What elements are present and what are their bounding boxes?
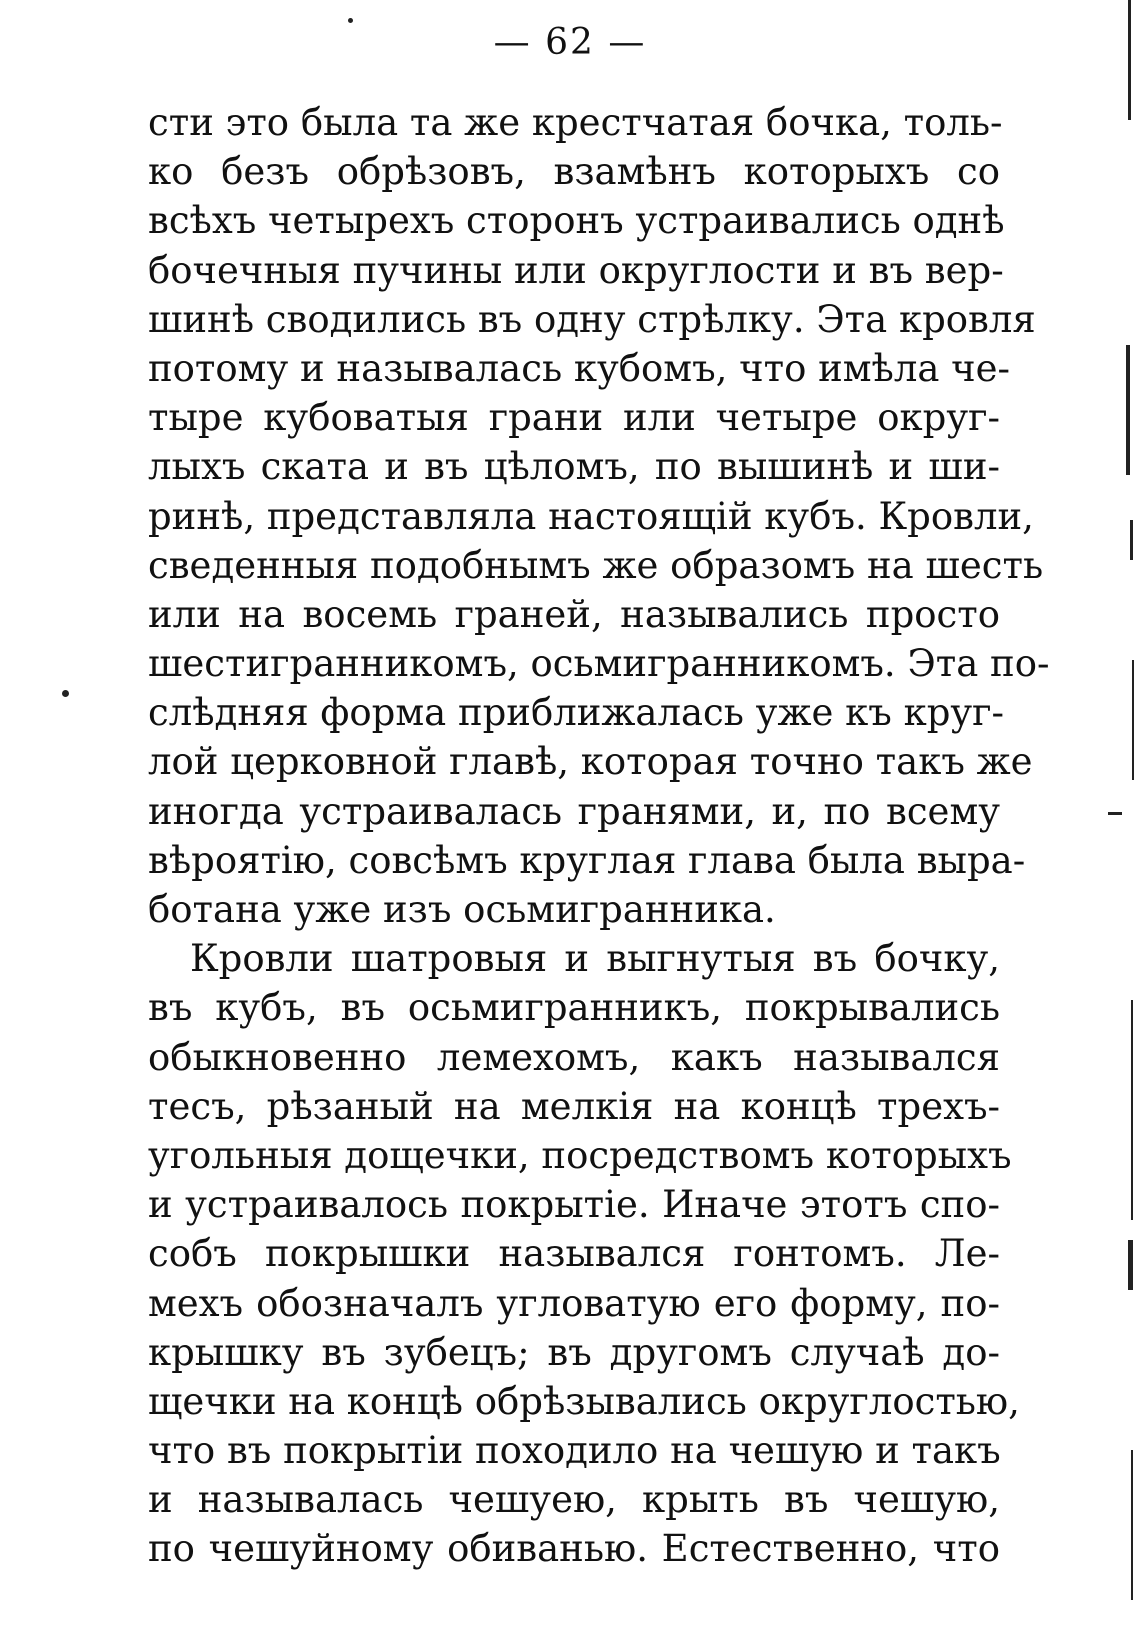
edge-mark — [1128, 1240, 1133, 1290]
edge-mark — [1132, 660, 1134, 780]
text-line: сти это была та же крестчатая бочка, толь- — [148, 101, 1003, 144]
text-line: щечки на концѣ обрѣзывались округлостью, — [148, 1379, 1020, 1423]
text-line: въ кубъ, въ осьмигранникъ, покрывались — [148, 986, 1000, 1030]
text-line: бочечныя пучины или округлости и въ вер- — [148, 248, 1004, 292]
text-line: и называлась чешуею, крыть въ чешую, — [148, 1478, 1000, 1522]
text-line: вѣроятію, совсѣмъ круглая глава была выра- — [148, 838, 1026, 882]
text-line: что въ покрытіи походило на чешую и такъ — [148, 1429, 1001, 1473]
text-line: ко безъ обрѣзовъ, взамѣнъ которыхъ со — [148, 150, 1000, 194]
text-line: слѣдняя форма приближалась уже къ круг- — [148, 691, 1005, 735]
text-line: всѣхъ четырехъ сторонъ устраивались однѣ — [148, 199, 1005, 243]
text-line: тесъ, рѣзаный на мелкія на концѣ трехъ- — [148, 1084, 1000, 1128]
text-line: угольныя дощечки, посредствомъ которыхъ — [148, 1133, 1012, 1177]
body-text — [148, 98, 1050, 1574]
text-line: шинѣ сводились въ одну стрѣлку. Эта кровля — [148, 297, 1036, 341]
text-line: сведенныя подобнымъ же образомъ на шесть — [148, 543, 1044, 587]
text-line: шестигранникомъ, осьмигранникомъ. Эта по- — [148, 642, 1050, 686]
scan-speck — [348, 18, 353, 23]
text-line: иногда устраивалась гранями, и, по всему — [148, 789, 1000, 833]
edge-mark — [1126, 345, 1130, 475]
text-line: и устраивалось покрытіе. Иначе этотъ спо- — [148, 1183, 1000, 1227]
paragraph-1 — [148, 98, 1050, 934]
page-number: — 62 — — [493, 22, 647, 63]
text-line: обыкновенно лемехомъ, какъ назывался — [148, 1035, 1000, 1079]
text-line: тыре кубоватыя грани или четыре округ- — [148, 396, 1000, 440]
edge-mark — [1130, 520, 1133, 560]
text-line: Кровли шатровыя и выгнутыя въ бочку, — [190, 937, 1000, 981]
text-line: лой церковной главѣ, которая точно такъ же — [148, 740, 1033, 784]
scan-speck — [62, 690, 69, 697]
text-line: или на восемь граней, назывались просто — [148, 592, 1000, 636]
text-line: крышку въ зубецъ; въ другомъ случаѣ до- — [148, 1330, 1000, 1374]
text-line: собъ покрышки назывался гонтомъ. Ле- — [148, 1232, 1000, 1276]
edge-mark — [1108, 812, 1122, 815]
text-line: лыхъ ската и въ цѣломъ, по вышинѣ и ши- — [148, 445, 1000, 489]
text-line: ботана уже изъ осьмигранника. — [148, 888, 776, 931]
text-line: мехъ обозначалъ угловатую его форму, по- — [148, 1281, 1000, 1325]
paragraph-2 — [148, 934, 1020, 1573]
edge-mark — [1131, 1450, 1133, 1600]
edge-mark — [1128, 0, 1131, 120]
text-line: ринѣ, представляла настоящій кубъ. Кровли, — [148, 494, 1034, 538]
edge-mark — [1131, 1000, 1133, 1220]
text-line: по чешуйному обиванью. Естественно, что — [148, 1527, 1000, 1571]
text-line: потому и называлась кубомъ, что имѣла че- — [148, 346, 1011, 390]
